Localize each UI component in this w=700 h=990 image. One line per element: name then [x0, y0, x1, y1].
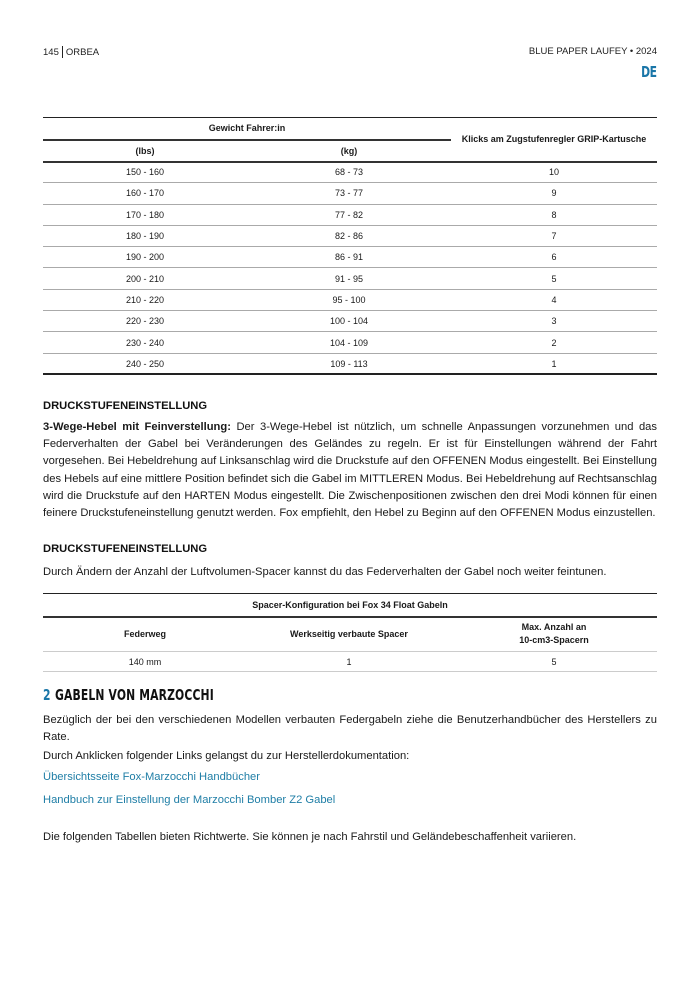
clicks-cell: 2 [451, 332, 657, 353]
kg-cell: 95 - 100 [247, 289, 451, 310]
table-row [43, 311, 657, 332]
table-row [43, 204, 657, 225]
section-heading-compression-1: DRUCKSTUFENEINSTELLUNG [43, 400, 208, 412]
brand-name: ORBEA [65, 46, 100, 58]
header-divider [62, 46, 63, 58]
lbs-cell: 230 - 240 [43, 332, 247, 353]
kg-cell: 82 - 86 [247, 225, 451, 246]
lbs-cell: 220 - 230 [43, 311, 247, 332]
factory-spacers-column-header: Werkseitig verbaute Spacer [247, 617, 451, 652]
spacer-intro-paragraph: Durch Ändern der Anzahl der Luftvolumen-Spacer kannst du das Federverhalten der Gabel noch weiter feintunen. [43, 566, 607, 578]
lbs-cell: 190 - 200 [43, 247, 247, 268]
clicks-cell: 4 [451, 289, 657, 310]
spacer-config-table [43, 593, 657, 672]
table-row [43, 225, 657, 246]
lbs-cell: 210 - 220 [43, 289, 247, 310]
clicks-cell: 10 [451, 162, 657, 183]
lead-bold-text: 3-Wege-Hebel mit Feinverstellung: [43, 421, 231, 433]
travel-cell: 140 mm [43, 652, 247, 672]
clicks-cell: 8 [451, 204, 657, 225]
kg-cell: 77 - 82 [247, 204, 451, 225]
kg-cell: 73 - 77 [247, 183, 451, 204]
header-left [43, 46, 99, 58]
marzocchi-intro-paragraph: Bezüglich der bei den verschiedenen Modellen verbauten Federgabeln ziehe die Benutzerhandbücher des Herstellers zu Rate. [43, 714, 657, 744]
kg-cell: 109 - 113 [330, 358, 368, 369]
link-bomber-z2-manual[interactable]: Handbuch zur Einstellung der Marzocchi Bomber Z2 Gabel [43, 794, 336, 806]
kg-cell: 100 - 104 [247, 311, 451, 332]
kg-cell: 91 - 95 [247, 268, 451, 289]
lbs-cell: 240 - 250 [125, 358, 165, 369]
lbs-cell: 160 - 170 [43, 183, 247, 204]
link-fox-marzocchi-manuals[interactable]: Übersichtsseite Fox-Marzocchi Handbücher [43, 771, 260, 783]
max-spacers-header-line2: 10-cm3-Spacern [519, 635, 589, 646]
clicks-column-header: Klicks am Zugstufenregler GRIP-Kartusche [451, 118, 657, 162]
table-row [43, 289, 657, 310]
kg-cell: 68 - 73 [247, 162, 451, 183]
lbs-column-header: (lbs) [43, 140, 247, 162]
table-row [43, 162, 657, 183]
clicks-cell: 9 [451, 183, 657, 204]
travel-column-header: Federweg [43, 617, 247, 652]
clicks-cell: 5 [451, 268, 657, 289]
clicks-cell: 6 [451, 247, 657, 268]
max-spacers-column-header [451, 617, 657, 652]
kg-column-header: (kg) [247, 140, 451, 162]
lbs-cell: 200 - 210 [43, 268, 247, 289]
chapter-number: 2 [43, 686, 51, 704]
document-title: BLUE PAPER LAUFEY • 2024 [528, 46, 657, 57]
paragraph-body: Der 3-Wege-Hebel ist nützlich, um schnelle Anpassungen vorzunehmen und das Federverhalten der Gabel bei Veränderungen des Geländes zu regeln. Er ist für Einstellungen während der Fahrt vorgesehen. Bei Hebeldrehung auf Linksanschlag wird die Druckstufe auf den OFFENEN Modus eingestellt. Bei Einstellung des Hebels auf eine mittlere Position befindet sich die Gabel im MITTLEREN Modus. Bei Hebeldrehung auf Rechtsanschlag wird die Druckstufe auf den HARTEN Modus eingestellt. Die Zwischenpositionen zwischen den drei Modi können für einen feinere Druckstufeneinstellung genutzt werden. Fox empfiehlt, den Hebel zu Beginn auf den OFFENEN Modus einzustellen. [43, 421, 657, 520]
rider-weight-group-header: Gewicht Fahrer:in [43, 118, 451, 140]
table-row [43, 247, 657, 268]
compression-lever-paragraph [43, 419, 657, 522]
max-spacers-cell: 5 [451, 652, 657, 672]
table-row [43, 183, 657, 204]
kg-cell: 86 - 91 [247, 247, 451, 268]
table-row [43, 268, 657, 289]
clicks-cell: 1 [551, 358, 557, 369]
clicks-cell: 7 [451, 225, 657, 246]
table-row [43, 353, 657, 374]
chapter-title: GABELN VON MARZOCCHI [54, 686, 214, 704]
page-number: 145 [43, 46, 59, 58]
lbs-cell: 170 - 180 [43, 204, 247, 225]
chapter-heading [43, 686, 214, 704]
table-row [43, 332, 657, 353]
factory-spacers-cell: 1 [247, 652, 451, 672]
table-row [43, 652, 657, 672]
section-heading-compression-2: DRUCKSTUFENEINSTELLUNG [43, 543, 208, 555]
kg-cell: 104 - 109 [247, 332, 451, 353]
clicks-cell: 3 [451, 311, 657, 332]
lbs-cell: 150 - 160 [43, 162, 247, 183]
language-tag: DE [641, 63, 657, 81]
max-spacers-header-line1: Max. Anzahl an [521, 622, 587, 633]
closing-paragraph: Die folgenden Tabellen bieten Richtwerte. Sie können je nach Fahrstil und Geländebeschaffenheit variieren. [43, 831, 577, 843]
rebound-clicks-table [43, 117, 657, 375]
page-header [43, 46, 657, 60]
links-intro-paragraph: Durch Anklicken folgender Links gelangst du zur Herstellerdokumentation: [43, 750, 410, 762]
spacer-table-caption: Spacer-Konfiguration bei Fox 34 Float Gabeln [43, 594, 657, 617]
lbs-cell: 180 - 190 [43, 225, 247, 246]
